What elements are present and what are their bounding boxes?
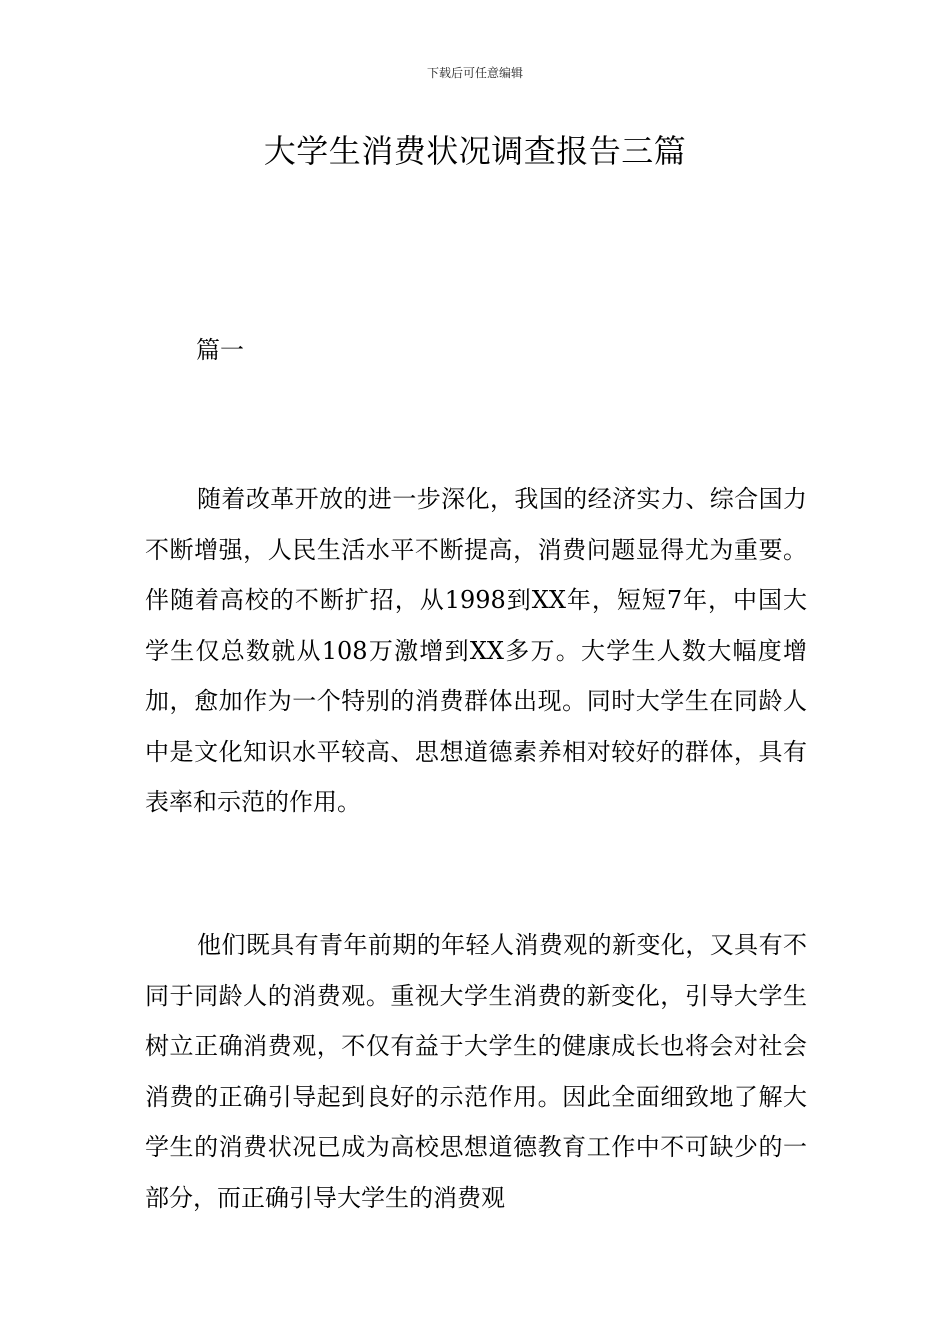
header-note: 下载后可任意编辑 — [426, 66, 523, 80]
body-paragraph: 随着改革开放的进一步深化，我国的经济实力、综合国力不断增强，人民生活水平不断提高，消费问题显得尤为重要。伴随着高校的不断扩招，从1998到XX年，短短7年，中国大学生仅总数就从108万激增到XX多万。大学生人数大幅度增加，愈加作为一个特别的消费群体出现。同时大学生在同龄人中是文化知识水平较高、思想道德素养相对较好的群体，具有表率和示范的作用。 — [145, 485, 807, 816]
body-paragraph: 他们既具有青年前期的年轻人消费观的新变化，又具有不同于同龄人的消费观。重视大学生消费的新变化，引导大学生树立正确消费观，不仅有益于大学生的健康成长也将会对社会消费的正确引导起到良好的示范作用。因此全面细致地了解大学生的消费状况已成为高校思想道德教育工作中不可缺少的一部分，而正确引导大学生的消费观 — [145, 931, 807, 1212]
section-label: 篇一 — [196, 336, 244, 364]
document-title: 大学生消费状况调查报告三篇 — [263, 132, 687, 170]
